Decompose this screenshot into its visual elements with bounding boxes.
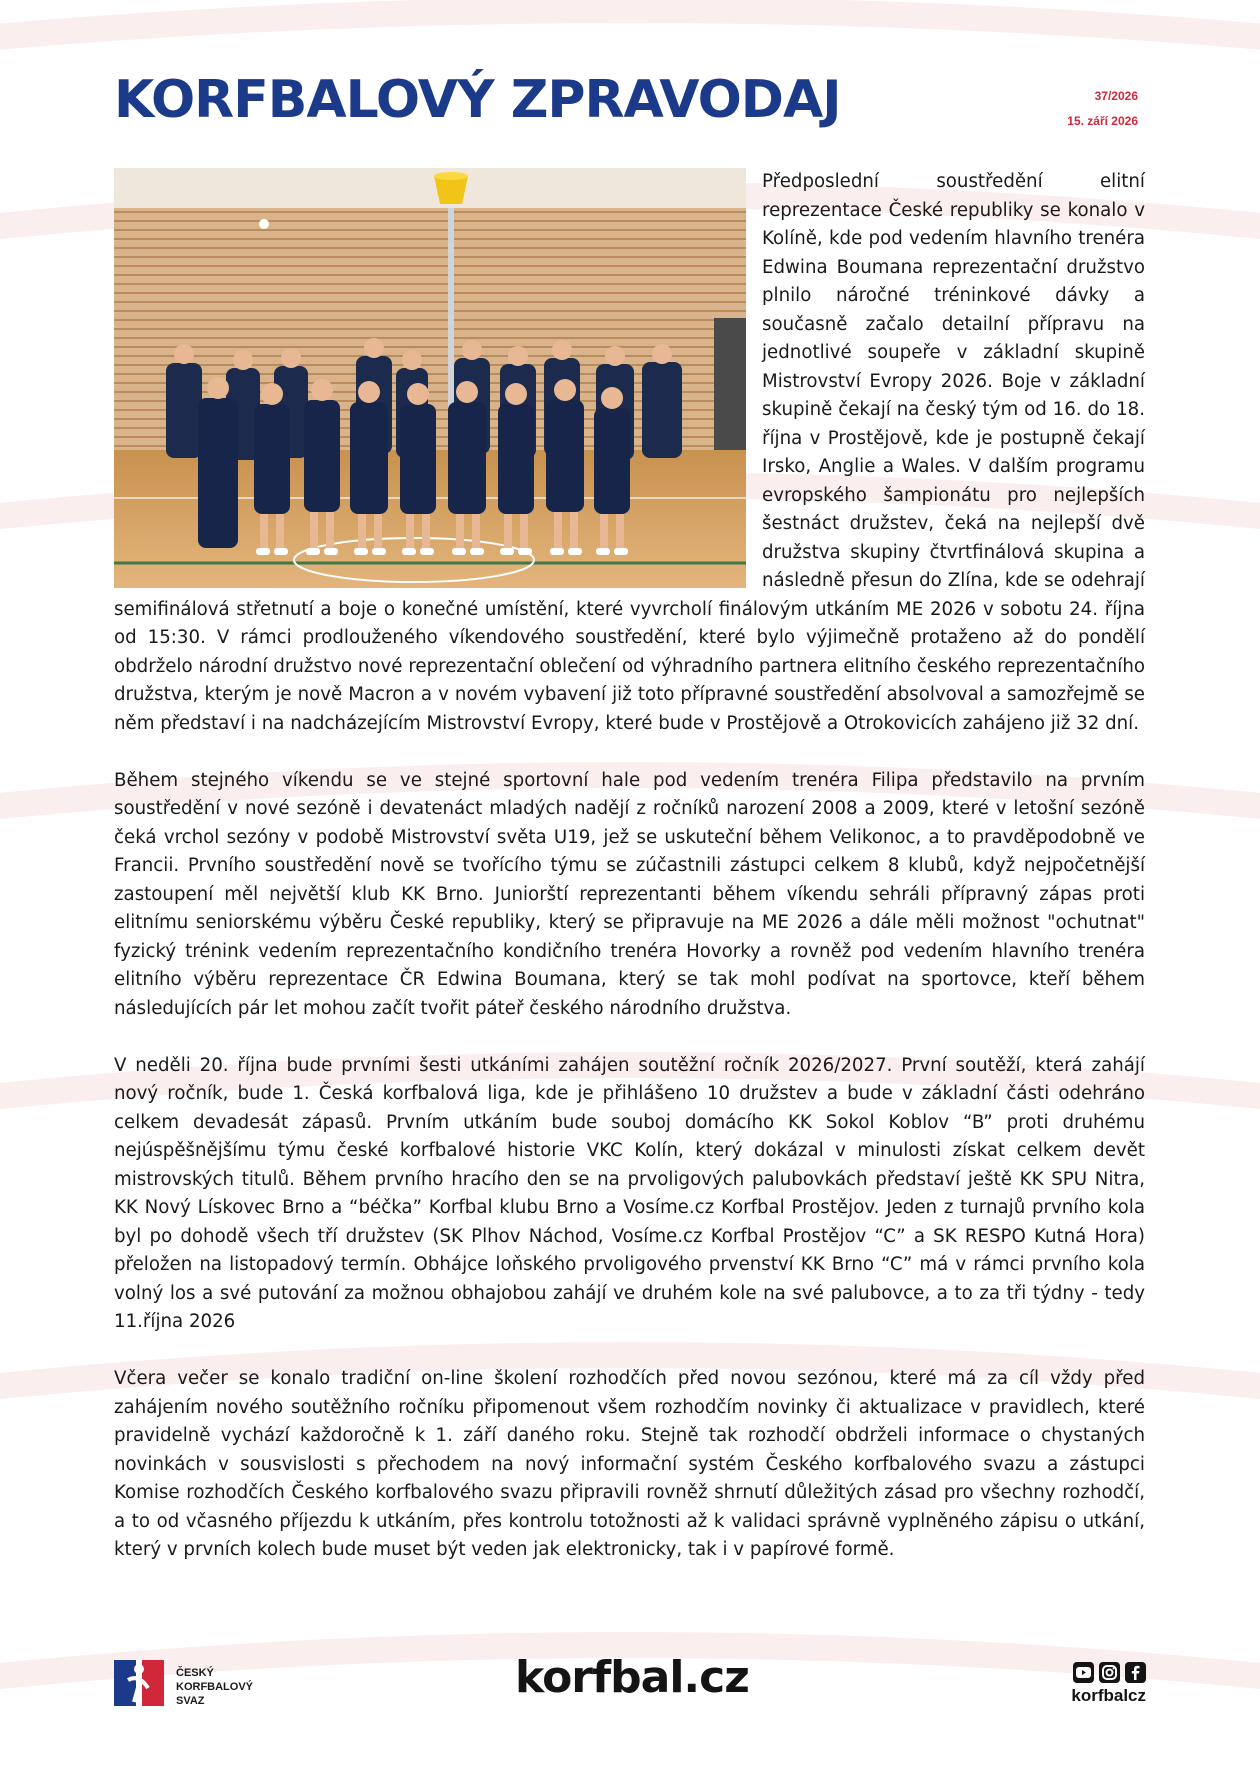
website-link[interactable]: korfbal.cz xyxy=(515,1652,749,1703)
social-links xyxy=(1046,1662,1146,1706)
facebook-icon[interactable] xyxy=(1125,1662,1146,1683)
footer xyxy=(0,1650,1260,1730)
masthead-title: KORFBALOVÝ ZPRAVODAJ xyxy=(114,70,841,130)
youtube-icon[interactable] xyxy=(1073,1662,1094,1683)
team-photo-illustration xyxy=(114,168,746,588)
paragraph-4: Včera večer se konalo tradiční on-line školení rozhodčích před novou sezónou, které má za cíl vždy před zahájením nového soutěžního ročníku připomenout všem rozhodčím novinky či aktualizace v pravidlech, které pravidelně vychází každoročně k 1. září daného roku. Stejně tak rozhodčí obdrželi informace o chystaných novinkách v sousvislosti s přechodem na nový informační systém Českého korfbalového svazu a zástupci Komise rozhodčích Českého korfbalového svazu připravili rovněž shrnutí důležitých zásad pro všechny rozhodčí, a to od včasného příjezdu k utkáním, přes kontrolu totožnosti až k validaci správně vyplněného zápisu o utkání, který v prvních kolech bude muset být veden jak elektronicky, tak i v papírové formě. xyxy=(114,1368,1145,1560)
article xyxy=(114,168,1145,1593)
issue-info xyxy=(1067,84,1138,134)
team-photo xyxy=(114,168,746,588)
federation-logo-mark-icon xyxy=(114,1660,164,1706)
federation-name: ČESKÝ KORFBALOVÝ SVAZ xyxy=(176,1667,253,1707)
issue-number: 37/2026 xyxy=(1094,89,1138,103)
paragraph-3: V neděli 20. října bude prvními šesti utkáními zahájen soutěžní ročník 2026/2027. První soutěží, která zahájí nový ročník, bude 1. Česká korfbalová liga, kde je přihlášeno 10 družstev a bude v základní části odehráno celkem devadesát zápasů. Prvním utkáním bude souboj domácího KK Sokol Koblov “B” proti druhému nejúspěšnějšímu týmu české korfbalové historie VKC Kolín, který dokázal v minulosti získat celkem devět mistrovských titulů. Během prvního hracího den se na prvoligových palubovkách představí ještě KK SPU Nitra, KK Nový Lískovec Brno a “béčka” Korfbal klubu Brno a Vosíme.cz Korfbal Prostějov. Jeden z turnajů prvního kola byl po dohodě všech tří družstev (SK Plhov Náchod, Vosíme.cz Korfbal Prostějov “C” a SK RESPO Kutná Hora) přeložen na listopadový termín. Obhájce loňského prvoligového prvenství KK Brno “C” má v rámci prvního kola volný los a své putování za možnou obhajobou zahájí ve druhém kole na své palubovce, a to za tři týdny - tedy 11.října 2026 xyxy=(114,1054,1145,1332)
paragraph-2: Během stejného víkendu se ve stejné sportovní hale pod vedením trenéra Filipa představilo na prvním soustředění v nové sezóně i devatenáct mladých nadějí z ročníků narození 2008 a 2009, které v letošní sezóně čeká vrchol sezóny v podobě Mistrovství světa U19, jež se uskuteční během Velikonoc, a to pravděpodobně ve Francii. Prvního soustředění nově se tvořícího týmu se zúčastnili zástupci celkem 8 klubů, když nejpočetnější zastoupení měl největší klub KK Brno. Juniorští reprezentanti během víkendu sehráli přípravný zápas proti elitnímu seniorskému výběru České republiky, který se připravuje na ME 2026 a dále měli možnost "ochutnat" fyzický trénink vedením reprezentačního kondičního trenéra Hovorky a rovněž pod vedením hlavního trenéra elitního výběru reprezentace ČR Edwina Boumana, který se tak mohl podívat na sportovce, kteří během následujících pár let mohou začít tvořit páteř českého národního družstva. xyxy=(114,769,1145,1019)
issue-date: 15. září 2026 xyxy=(1067,114,1138,128)
paragraph-1: Předposlední soustředění elitní reprezentace České republiky se konalo v Kolíně, kde pod vedením hlavního trenéra Edwina Boumana reprezentační družstvo plnilo náročné tréninkové dávky a současně začalo detailní přípravu na jednotlivé soupeře v základní skupině Mistrovství Evropy 2026. Boje v základní skupině čekají na český tým od 16. do 18. října v Prostějově, kde je postupně čekají Irsko, Anglie a Wales. V dalším programu evropského šampionátu pro nejlepších šestnáct družstev, čeká na nejlepší dvě družstva skupiny čtvrtfinálová skupina a následně přesun do Zlína, kde se odehrají semifinálová střetnutí a boje o konečné umístění, které vyvrcholí finálovým utkáním ME 2026 v sobotu 24. října od 15:30. V rámci prodlouženého víkendového soustředění, které bylo výjimečně protaženo až do pondělí obdrželo národní družstvo nové reprezentační oblečení od výhradního partnera elitního českého reprezentačního družstva, kterým je nově Macron a v novém vybavení již toto přípravné soustředění absolvoval a samozřejmě se něm představí i na nadcházejícím Mistrovství Evropy, které bude v Prostějově a Otrokovicích zahájeno již 32 dní. xyxy=(114,171,1145,734)
instagram-icon[interactable] xyxy=(1099,1662,1120,1683)
social-handle[interactable]: korfbalcz xyxy=(1071,1686,1146,1705)
federation-logo[interactable] xyxy=(114,1660,264,1710)
